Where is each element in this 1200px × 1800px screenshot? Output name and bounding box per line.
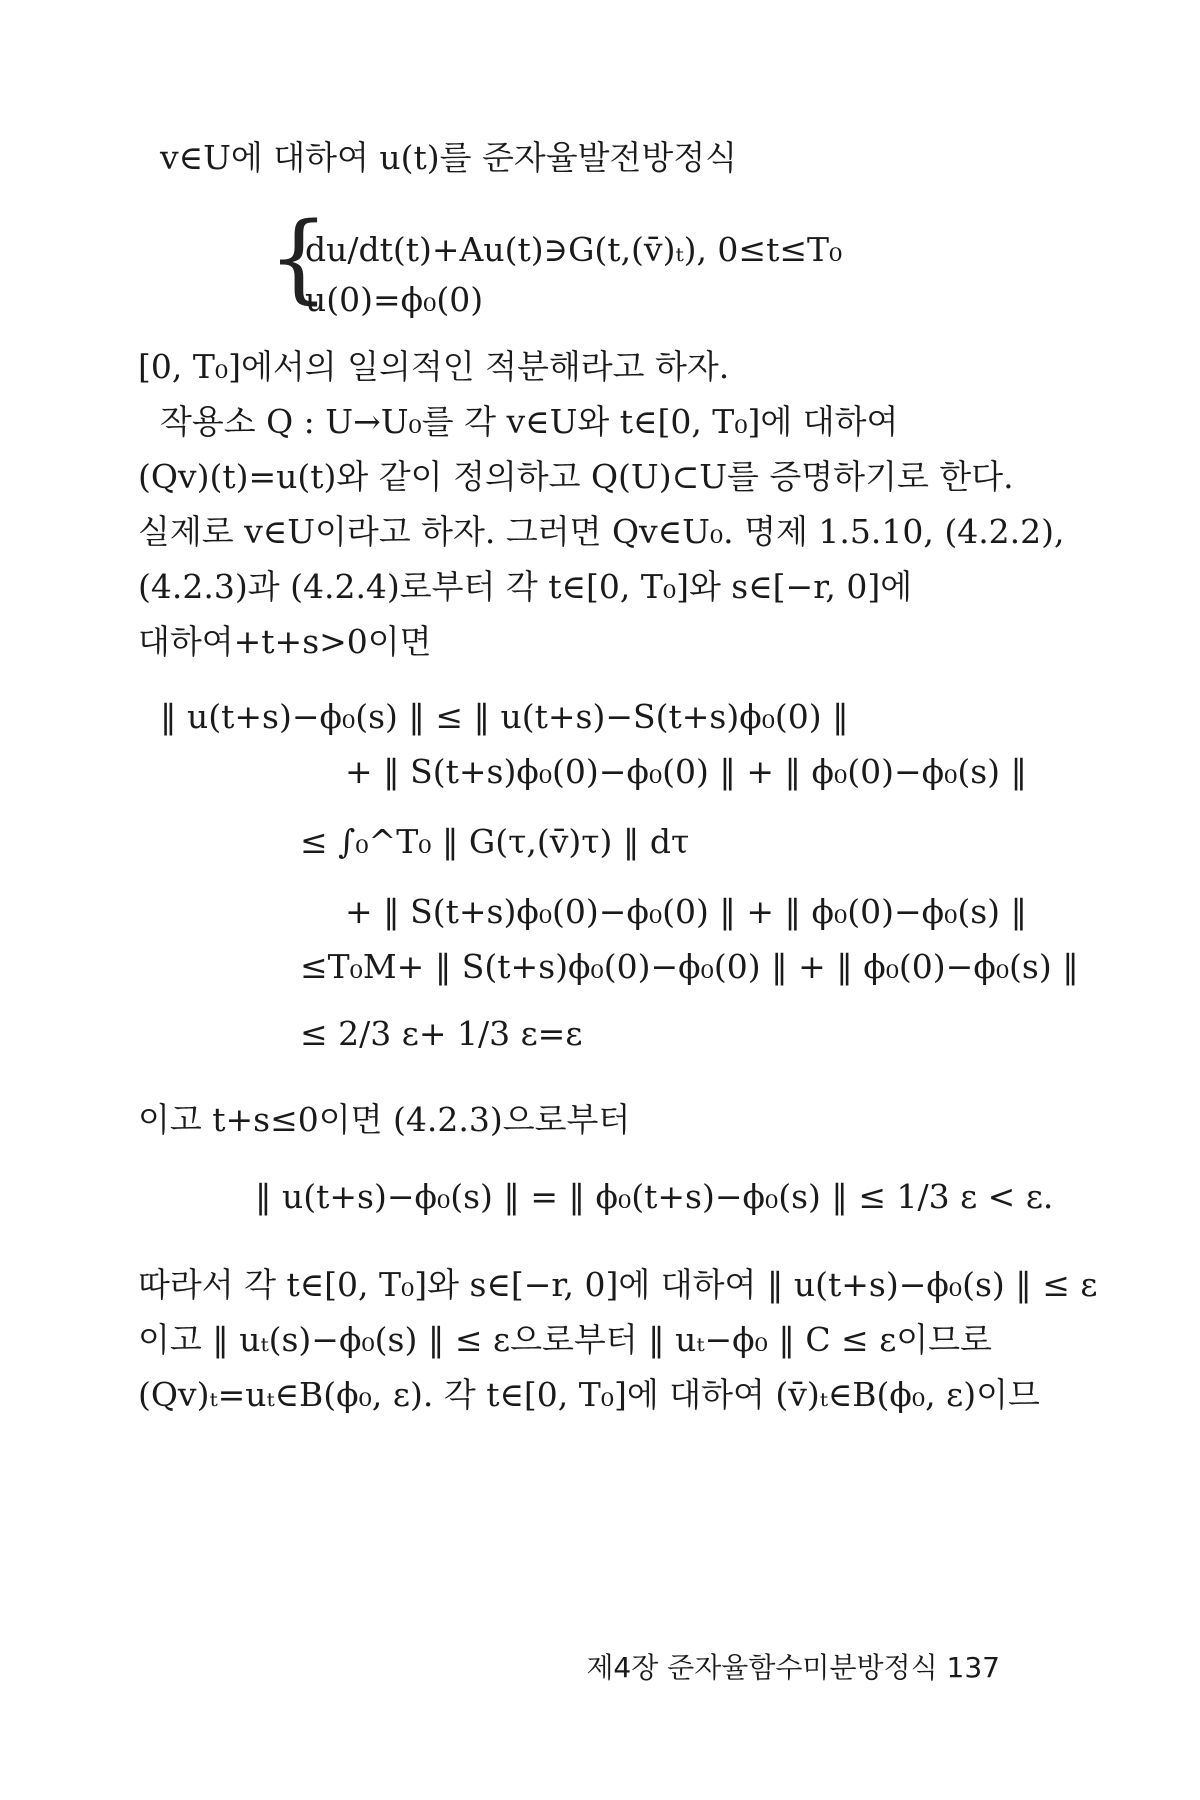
text-line-7: 대하여+t+s>0이면: [138, 622, 432, 661]
text-line-8: 이고 t+s≤0이면 (4.2.3)으로부터: [138, 1100, 631, 1139]
inequality-line-5: ≤T₀M+ ‖ S(t+s)ϕ₀(0)−ϕ₀(0) ‖ + ‖ ϕ₀(0)−ϕ₀(s) ‖: [300, 947, 1079, 986]
text-line-9: 따라서 각 t∈[0, T₀]와 s∈[−r, 0]에 대하여 ‖ u(t+s)−ϕ₀(s) ‖ ≤ ε: [138, 1265, 1098, 1304]
text-line-11: (Qv)ₜ=uₜ∈B(ϕ₀, ε). 각 t∈[0, T₀]에 대하여 (v̄)ₜ∈B(ϕ₀, ε)이므: [138, 1375, 1040, 1414]
text-line-10: 이고 ‖ uₜ(s)−ϕ₀(s) ‖ ≤ ε으로부터 ‖ uₜ−ϕ₀ ‖ C ≤ ε이므로: [138, 1320, 992, 1359]
left-brace: {: [268, 202, 330, 314]
text-line-3: 작용소 Q : U→U₀를 각 v∈U와 t∈[0, T₀]에 대하여: [160, 402, 899, 441]
inequality-line-2: + ‖ S(t+s)ϕ₀(0)−ϕ₀(0) ‖ + ‖ ϕ₀(0)−ϕ₀(s) ‖: [345, 752, 1028, 791]
equation-line-2: u(0)=ϕ₀(0): [305, 280, 484, 319]
page-footer: 제4장 준자율함수미분방정식 137: [586, 1651, 1000, 1684]
text-line-4: (Qv)(t)=u(t)와 같이 정의하고 Q(U)⊂U를 증명하기로 한다.: [138, 457, 1014, 496]
text-line-1: v∈U에 대하여 u(t)를 준자율발전방정식: [160, 138, 738, 177]
inequality-line-4: + ‖ S(t+s)ϕ₀(0)−ϕ₀(0) ‖ + ‖ ϕ₀(0)−ϕ₀(s) ‖: [345, 892, 1028, 931]
inequality-line-3: ≤ ∫₀^T₀ ‖ G(τ,(v̄)τ) ‖ dτ: [300, 822, 690, 861]
equation-line-1: du/dt(t)+Au(t)∋G(t,(v̄)ₜ), 0≤t≤T₀: [305, 230, 843, 269]
inequality-line-6: ≤ 2/3 ε+ 1/3 ε=ε: [300, 1014, 583, 1053]
text-line-5: 실제로 v∈U이라고 하자. 그러면 Qv∈U₀. 명제 1.5.10, (4.2.2),: [138, 512, 1065, 551]
text-line-6: (4.2.3)과 (4.2.4)로부터 각 t∈[0, T₀]와 s∈[−r, 0]에: [138, 567, 913, 606]
text-line-2: [0, T₀]에서의 일의적인 적분해라고 하자.: [138, 347, 730, 386]
inequality-line-7: ‖ u(t+s)−ϕ₀(s) ‖ = ‖ ϕ₀(t+s)−ϕ₀(s) ‖ ≤ 1/3 ε < ε.: [255, 1177, 1054, 1216]
inequality-line-1: ‖ u(t+s)−ϕ₀(s) ‖ ≤ ‖ u(t+s)−S(t+s)ϕ₀(0) ‖: [160, 697, 849, 736]
